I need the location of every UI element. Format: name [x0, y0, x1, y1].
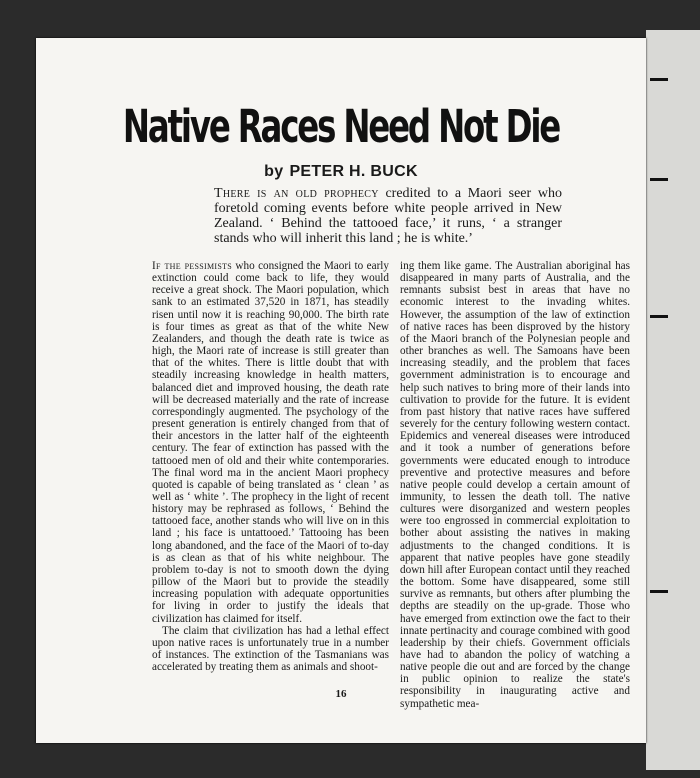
byline-prefix: by [264, 163, 284, 180]
binding-mark [650, 590, 668, 593]
left-column [152, 260, 389, 673]
left-p1-text: who consigned the Maori to early extinction could come back to life, they would receive a great shock. The Maori population, which sank to an estimated 37,520 in 1871, has steadily risen until now it is reaching 90,000. The birth rate is four times as great as that of the white New Zealanders, and though the death rate is twice as high, the Maori rate of increase is still greater than that of the whites. There is little doubt that with steadily increasing knowledge in health matters, balanced diet and improved housing, the death rate will be decreased materially and the rate of increase correspondingly augmented. The psychology of the present generation is entirely changed from that of their ancestors in the latter half of the eighteenth century. The fear of extinction has passed with the tattooed men of old and their white contemporaries. The final word ma in the ancient Maori prophecy quoted is capable of being translated as ‘ clean ’ as well as ‘ white ’. The prophecy in the light of recent history may be rephrased as follows, ‘ Behind the tattooed face, another stands who will live on in this land ; his face is untattooed.’ Tattooing has been long abandoned, and the face of the Maori of to-day is as clean as that of his white neighbour. The problem to-day is not to smooth down the dying pillow of the Maori but to provide the steadily increasing population with adequate opportunities for living in order to justify the ideals that civilization has claimed for itself. [152, 260, 389, 625]
intro-text: credited to a Maori seer who foretold coming events before white people arrived in New Zealand. ‘ Behind the tattooed face,’ it runs, ‘ a stranger stands who will inherit this land ; he is white.’ [214, 186, 562, 246]
binding-mark [650, 78, 668, 81]
left-paragraph-1 [152, 260, 389, 625]
article-title: Native Races Need Not Die [122, 100, 560, 153]
right-paragraph: ing them like game. The Australian aboriginal has disappeared in many parts of Australia, and the remnants subsist best in areas that have no economic interest to the invading whites. However, the assumption of the law of extinction of native races has been disproved by the history of the Maori branch of the Polynesian people and other branches as well. The Samoans have been increasing steadily, and the problem that faces government administration is to encourage and help such natives to bring more of their lands into cultivation to provide for the future. It is evident from past history that native races have suffered severely for the century following western contact. Epidemics and venereal diseases were introduced and it took a number of generations before governments were educated enough to introduce preventive and protective measures and before native people could develop a certain amount of immunity, to lessen the death toll. The native cultures were disorganized and western peoples were too engrossed in commercial exploitation to bother about assisting the natives in making adjustments to the changed conditions. It is apparent that native peoples have gone steadily down hill after European contact until they reached the bottom. Some have disappeared, some still survive as remnants, but others after plumbing the depths are steadily on the up-grade. Those who have emerged from extinction owe the fact to their innate pertinacity and courage combined with good leadership by their chiefs. Government officials have had to abandon the policy of watching a native people die out and are forced by the change in public opinion to realize the state's responsibility in inaugurating active and sympathetic mea- [400, 260, 630, 710]
left-paragraph-2: The claim that civilization has had a lethal effect upon native races is unfortunately true in a number of instances. The extinction of the Tasmanians was accelerated by treating them as animals and shoot- [152, 624, 389, 674]
page-number: 16 [335, 688, 347, 700]
adjacent-page-edge [646, 30, 700, 770]
binding-mark [650, 178, 668, 181]
right-column [400, 260, 630, 710]
byline [36, 163, 646, 181]
intro-paragraph [214, 186, 562, 246]
left-lead: If the pessimists [152, 260, 233, 272]
magazine-page [36, 38, 646, 743]
binding-mark [650, 315, 668, 318]
intro-lead: There is an old prophecy [214, 186, 379, 201]
author-name: PETER H. BUCK [289, 163, 418, 180]
